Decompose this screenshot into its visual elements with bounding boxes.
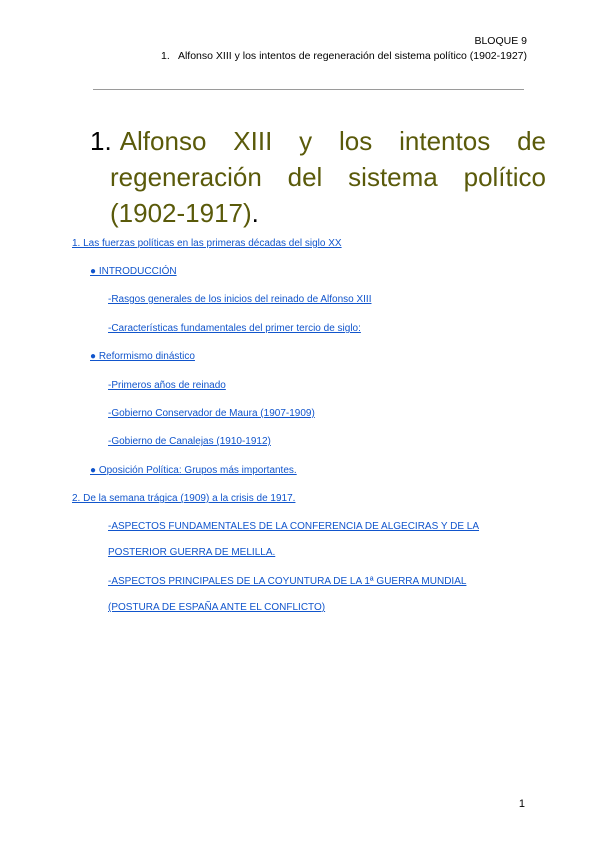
- toc-link[interactable]: 1. Las fuerzas políticas en las primeras décadas del siglo XX: [72, 238, 342, 249]
- toc-link[interactable]: ● Oposición Política: Grupos más importantes.: [90, 465, 297, 476]
- toc-link[interactable]: (POSTURA DE ESPAÑA ANTE EL CONFLICTO): [108, 602, 326, 613]
- toc-link[interactable]: ● Reformismo dinástico: [90, 351, 195, 362]
- page-number: 1: [518, 798, 525, 810]
- toc-link[interactable]: 2. De la semana trágica (1909) a la crisis de 1917.: [72, 493, 296, 504]
- toc-link[interactable]: -ASPECTOS PRINCIPALES DE LA COYUNTURA DE LA 1ª GUERRA MUNDIAL: [108, 576, 467, 587]
- toc-link[interactable]: -Gobierno de Canalejas (1910-1912): [108, 436, 271, 447]
- page-header: [161, 34, 527, 64]
- title-number: 1.: [90, 126, 112, 156]
- toc-link[interactable]: -Primeros años de reinado: [108, 380, 226, 391]
- toc-link[interactable]: -Rasgos generales de los inicios del reinado de Alfonso XIII: [108, 294, 372, 305]
- page-title: [90, 123, 546, 231]
- header-block: BLOQUE 9: [474, 35, 527, 47]
- toc-link[interactable]: POSTERIOR GUERRA DE MELILLA.: [108, 547, 276, 558]
- toc-link[interactable]: ● INTRODUCCIÓN: [90, 266, 177, 277]
- header-divider: [93, 89, 524, 90]
- toc-link[interactable]: -Características fundamentales del primer tercio de siglo:: [108, 323, 361, 334]
- header-subtitle: 1. Alfonso XIII y los intentos de regeneración del sistema político (1902-1927): [161, 50, 527, 62]
- toc-link[interactable]: -Gobierno Conservador de Maura (1907-1909): [108, 408, 315, 419]
- title-period: .: [251, 198, 259, 228]
- title-text: Alfonso XIII y los intentos de regeneración del sistema político (1902-1917): [110, 126, 546, 228]
- toc-link[interactable]: -ASPECTOS FUNDAMENTALES DE LA CONFERENCIA DE ALGECIRAS Y DE LA: [108, 521, 480, 532]
